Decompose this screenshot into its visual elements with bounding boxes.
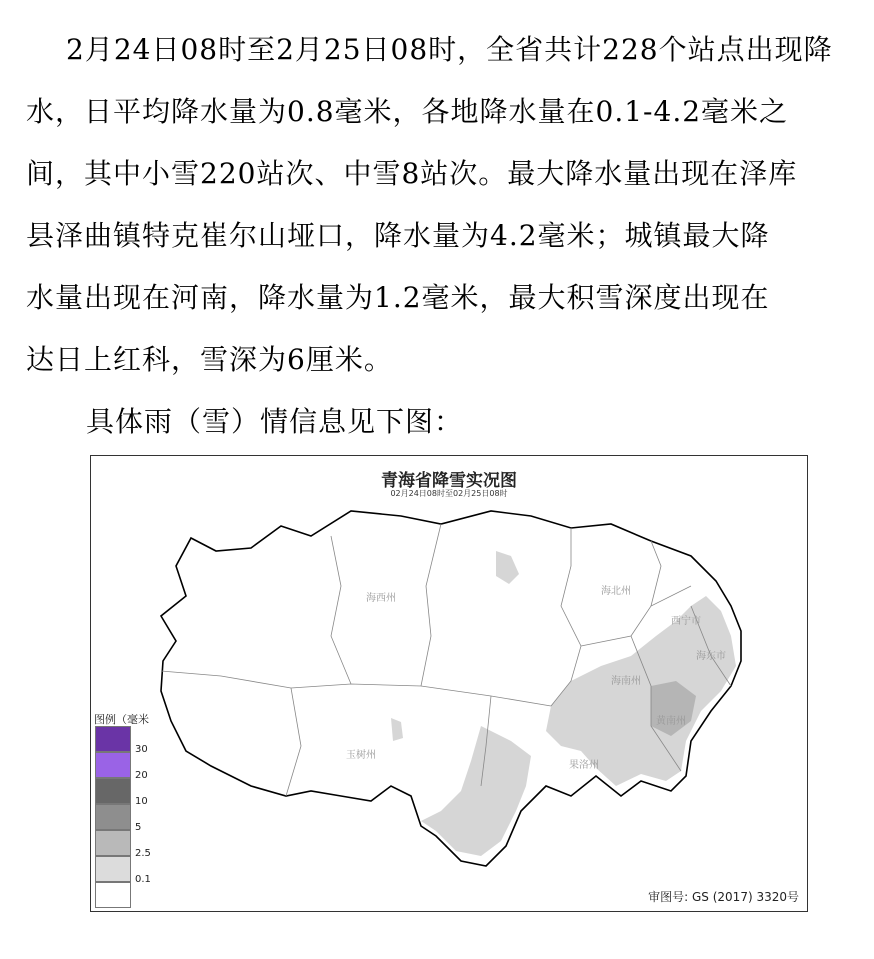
paragraph-line: 水量出现在河南，降水量为1.2毫米，最大积雪深度出现在	[26, 281, 770, 314]
region-label: 海西州	[366, 593, 396, 604]
legend-label: 2.5	[135, 848, 151, 859]
legend-swatch	[95, 882, 131, 908]
legend-label: 5	[135, 822, 142, 833]
region-label: 黄南州	[656, 716, 686, 727]
region-label: 果洛州	[569, 760, 599, 771]
province-map-graphic	[91, 456, 807, 911]
legend-swatch	[95, 830, 131, 856]
region-label: 西宁市	[671, 616, 701, 627]
intro-line: 具体雨（雪）情信息见下图：	[86, 405, 464, 438]
paragraph-line: 达日上红科，雪深为6厘米。	[26, 343, 393, 376]
legend-label: 10	[135, 796, 148, 807]
legend-swatch	[95, 778, 131, 804]
region-label: 海南州	[611, 676, 641, 687]
region-label: 海东市	[696, 651, 726, 662]
paragraph-line: 间，其中小雪220站次、中雪8站次。最大降水量出现在泽库	[26, 157, 798, 190]
legend-label: 20	[135, 770, 148, 781]
legend-swatch	[95, 804, 131, 830]
legend-swatch	[95, 856, 131, 882]
region-label: 海北州	[601, 586, 631, 597]
legend-swatch	[95, 726, 131, 752]
legend-swatch	[95, 752, 131, 778]
map-subtitle: 02月24日08时至02月25日08时	[390, 489, 508, 498]
paragraph-line: 2月24日08时至2月25日08时，全省共计228个站点出现降	[66, 33, 833, 66]
legend-label: 30	[135, 744, 148, 755]
legend-title: 图例（毫米	[94, 713, 149, 726]
paragraph-line: 水，日平均降水量为0.8毫米，各地降水量在0.1-4.2毫米之	[26, 95, 789, 128]
paragraph-line: 县泽曲镇特克崔尔山垭口，降水量为4.2毫米；城镇最大降	[26, 219, 770, 252]
region-label: 玉树州	[346, 750, 376, 761]
legend-label: 0.1	[135, 874, 151, 885]
snowfall-map	[90, 455, 808, 912]
map-title: 青海省降雪实况图	[381, 471, 517, 491]
map-approval-number: 审图号: GS (2017) 3320号	[648, 890, 799, 904]
